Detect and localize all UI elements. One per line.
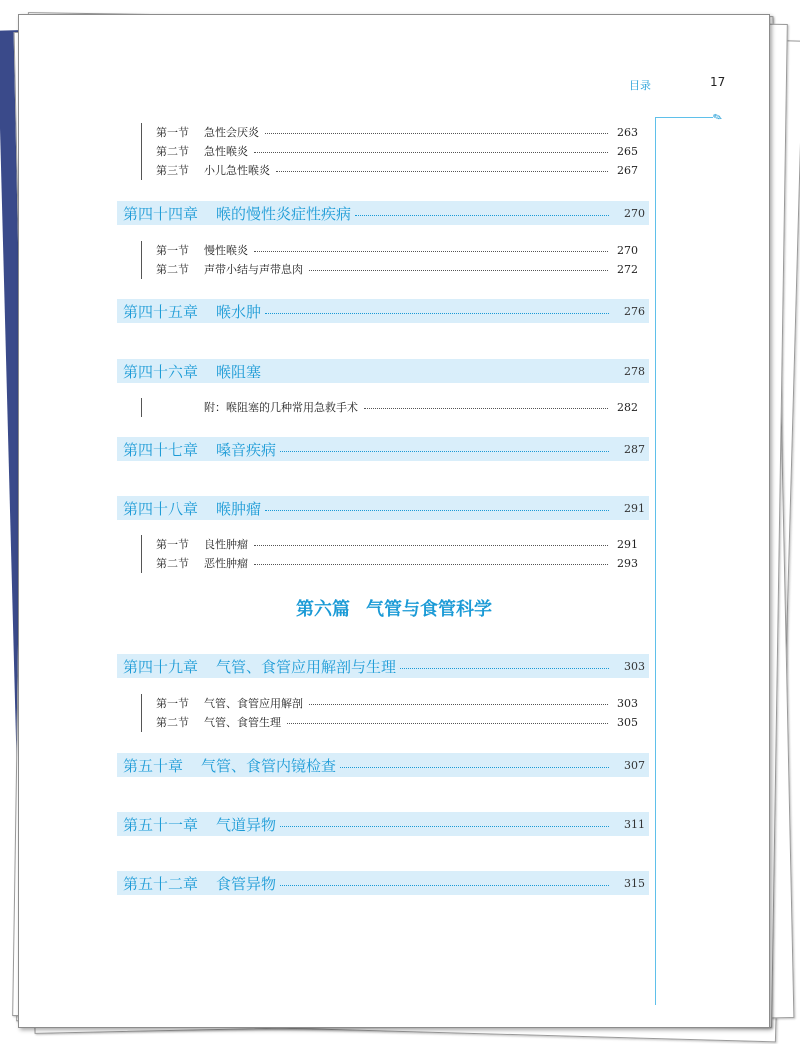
section-group: [141, 535, 638, 573]
leader-dots: [309, 704, 608, 705]
toc-section-entry[interactable]: [142, 535, 638, 554]
toc-section-entry[interactable]: [142, 260, 638, 279]
chapter-title: 食管异物: [216, 874, 277, 893]
chapter-number: 第五十二章: [123, 874, 199, 893]
toc-appendix-entry[interactable]: [142, 398, 638, 417]
running-header-title: 目录: [629, 79, 651, 92]
section-page: 272: [617, 263, 638, 276]
section-page: 291: [617, 538, 638, 551]
leader-dots: [364, 408, 608, 409]
toc-section-entry[interactable]: [142, 142, 638, 161]
leader-dots: [265, 313, 609, 314]
chapter-page: 276: [624, 304, 645, 318]
section-label: 第二节: [156, 263, 189, 276]
part-title: 气管与食管科学: [366, 599, 492, 620]
section-page: 305: [617, 716, 638, 729]
leader-dots: [254, 545, 608, 546]
toc-chapter-entry[interactable]: [117, 496, 649, 520]
section-title: 急性会厌炎: [204, 126, 259, 139]
toc-section-entry[interactable]: [142, 554, 638, 573]
toc-section-entry[interactable]: [142, 241, 638, 260]
appendix-title: 附：喉阻塞的几种常用急救手术: [204, 401, 358, 414]
chapter-number: 第四十五章: [123, 302, 199, 321]
section-label: 第二节: [156, 145, 189, 158]
chapter-title: 喉肿瘤: [216, 499, 262, 518]
chapter-page: 311: [624, 817, 645, 831]
leader-dots: [287, 723, 608, 724]
leader-dots: [265, 133, 608, 134]
toc-chapter-entry[interactable]: [117, 812, 649, 836]
toc-section-entry[interactable]: [142, 161, 638, 180]
toc-chapter-entry[interactable]: [117, 871, 649, 895]
toc-page: [18, 14, 770, 1028]
chapter-page: 303: [624, 659, 645, 673]
leader-dots: [254, 251, 608, 252]
chapter-title: 气道异物: [216, 815, 277, 834]
chapter-page: 307: [624, 758, 645, 772]
leader-dots: [254, 152, 608, 153]
section-label: 第三节: [156, 164, 189, 177]
leader-dots: [400, 668, 609, 669]
chapter-title: 喉水肿: [216, 302, 262, 321]
section-title: 恶性肿瘤: [204, 557, 248, 570]
section-page: 303: [617, 697, 638, 710]
section-page: 267: [617, 164, 638, 177]
section-page: 265: [617, 145, 638, 158]
section-label: 第二节: [156, 716, 189, 729]
leader-dots: [280, 451, 609, 452]
chapter-title: 嗓音疾病: [216, 440, 277, 459]
chapter-number: 第四十四章: [123, 204, 199, 223]
section-label: 第一节: [156, 244, 189, 257]
leader-dots: [280, 826, 609, 827]
leader-dots: [340, 767, 609, 768]
toc-chapter-entry[interactable]: [117, 359, 649, 383]
chapter-number: 第五十章: [123, 756, 184, 775]
toc-chapter-entry[interactable]: [117, 753, 649, 777]
toc-chapter-entry[interactable]: [117, 654, 649, 678]
part-heading: [19, 595, 769, 621]
page-number: 17: [710, 75, 726, 89]
part-label: 第六篇: [296, 599, 350, 620]
chapter-title: 气管、食管内镜检查: [201, 756, 337, 775]
section-title: 声带小结与声带息肉: [204, 263, 303, 276]
chapter-title: 喉阻塞: [216, 362, 262, 381]
section-title: 气管、食管应用解剖: [204, 697, 303, 710]
section-page: 293: [617, 557, 638, 570]
chapter-number: 第四十九章: [123, 657, 199, 676]
section-group: [141, 123, 638, 180]
section-title: 急性喉炎: [204, 145, 248, 158]
leader-dots: [309, 270, 608, 271]
section-title: 气管、食管生理: [204, 716, 281, 729]
section-page: 270: [617, 244, 638, 257]
toc-section-entry[interactable]: [142, 123, 638, 142]
section-page: 263: [617, 126, 638, 139]
chapter-page: 278: [624, 364, 645, 378]
section-title: 良性肿瘤: [204, 538, 248, 551]
section-label: 第二节: [156, 557, 189, 570]
chapter-number: 第五十一章: [123, 815, 199, 834]
section-label: 第一节: [156, 538, 189, 551]
chapter-number: 第四十七章: [123, 440, 199, 459]
chapter-page: 270: [624, 206, 645, 220]
chapter-page: 287: [624, 442, 645, 456]
section-group: [141, 241, 638, 279]
leader-dots: [355, 215, 609, 216]
chapter-title: 喉的慢性炎症性疾病: [216, 204, 352, 223]
margin-rule: [655, 117, 656, 1005]
toc-section-entry[interactable]: [142, 713, 638, 732]
section-group: [141, 694, 638, 732]
margin-rule-top: [655, 117, 713, 118]
chapter-number: 第四十八章: [123, 499, 199, 518]
leader-dots: [276, 171, 608, 172]
toc-chapter-entry[interactable]: [117, 299, 649, 323]
leader-dots: [265, 510, 609, 511]
chapter-page: 315: [624, 876, 645, 890]
pen-icon: ✎: [711, 109, 725, 126]
toc-chapter-entry[interactable]: [117, 437, 649, 461]
section-label: 第一节: [156, 697, 189, 710]
section-title: 慢性喉炎: [204, 244, 248, 257]
section-label: 第一节: [156, 126, 189, 139]
chapter-number: 第四十六章: [123, 362, 199, 381]
appendix-group: [141, 398, 638, 417]
leader-dots: [254, 564, 608, 565]
section-title: 小儿急性喉炎: [204, 164, 270, 177]
toc-section-entry[interactable]: [142, 694, 638, 713]
toc-chapter-entry[interactable]: [117, 201, 649, 225]
leader-dots: [280, 885, 609, 886]
chapter-page: 291: [624, 501, 645, 515]
appendix-page: 282: [617, 401, 638, 414]
chapter-title: 气管、食管应用解剖与生理: [216, 657, 397, 676]
